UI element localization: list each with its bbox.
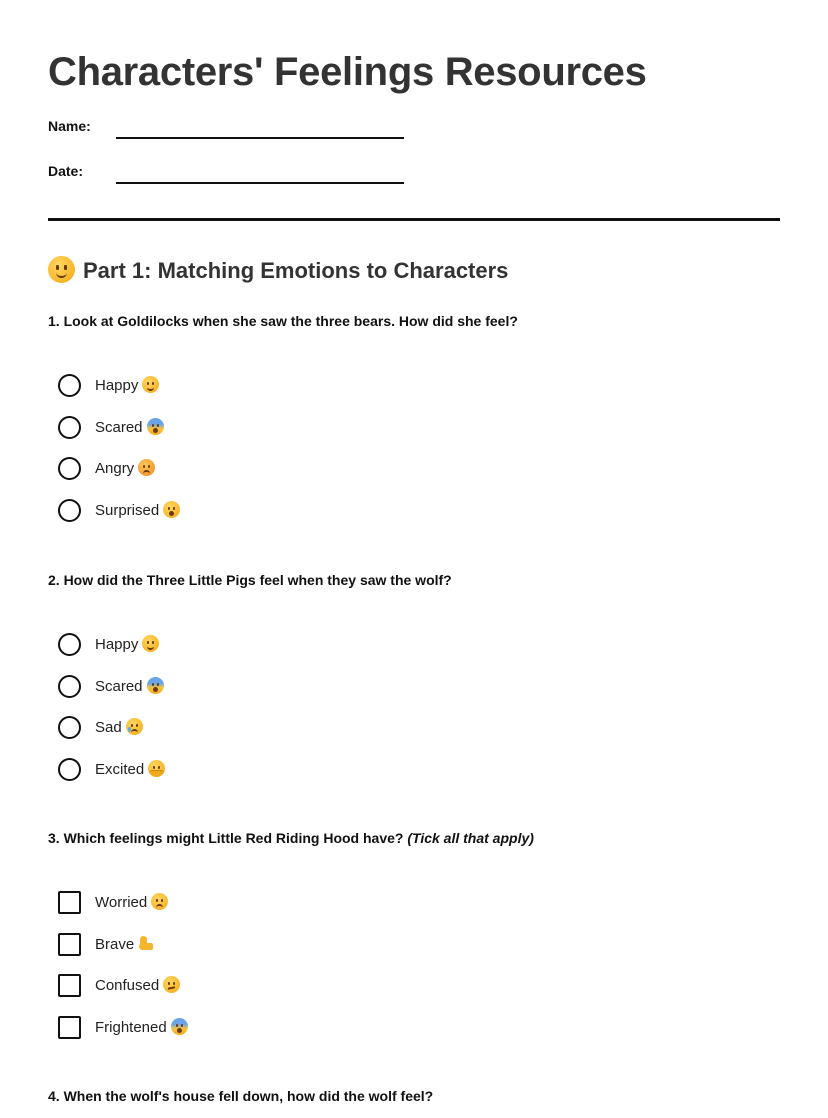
question-3-text: 3. Which feelings might Little Red Riding Hood have? xyxy=(48,830,404,846)
question-2: 2. How did the Three Little Pigs feel when they saw the wolf? xyxy=(48,572,452,588)
page-title: Characters' Feelings Resources xyxy=(48,50,647,94)
checkbox[interactable] xyxy=(58,974,81,997)
radio-button[interactable] xyxy=(58,633,81,656)
option-label: Sad xyxy=(95,719,122,736)
date-line[interactable] xyxy=(116,182,404,184)
option-label: Confused xyxy=(95,977,160,994)
radio-button[interactable] xyxy=(58,758,81,781)
name-field[interactable] xyxy=(48,118,408,142)
smiling-face-icon xyxy=(48,256,75,283)
option-label: Surprised xyxy=(95,502,160,519)
smiling-face-icon xyxy=(142,635,159,652)
checkbox[interactable] xyxy=(58,1016,81,1039)
radio-button[interactable] xyxy=(58,499,81,522)
checkbox[interactable] xyxy=(58,933,81,956)
fearful-face-icon xyxy=(171,1018,188,1035)
confused-face-icon xyxy=(163,976,180,993)
radio-button[interactable] xyxy=(58,416,81,439)
fearful-face-icon xyxy=(147,677,164,694)
worried-face-icon xyxy=(151,893,168,910)
fearful-face-icon xyxy=(147,418,164,435)
section-title-text: Part 1: Matching Emotions to Characters xyxy=(83,258,509,283)
radio-button[interactable] xyxy=(58,374,81,397)
option-label: Excited xyxy=(95,761,145,778)
question-1: 1. Look at Goldilocks when she saw the three bears. How did she feel? xyxy=(48,313,518,329)
option-label: Scared xyxy=(95,678,143,695)
flexed-biceps-icon xyxy=(138,935,155,952)
hushed-face-icon xyxy=(163,501,180,518)
question-3 xyxy=(48,828,534,848)
date-label: Date: xyxy=(48,163,84,179)
option-label: Happy xyxy=(95,377,139,394)
option-label: Brave xyxy=(95,936,135,953)
radio-button[interactable] xyxy=(58,675,81,698)
option-label: Happy xyxy=(95,636,139,653)
angry-face-icon xyxy=(138,459,155,476)
section-title xyxy=(48,256,508,286)
option-label: Angry xyxy=(95,460,135,477)
option-label: Worried xyxy=(95,894,148,911)
question-4: 4. When the wolf's house fell down, how did the wolf feel? xyxy=(48,1088,434,1104)
option-label: Scared xyxy=(95,419,143,436)
question-3-note: (Tick all that apply) xyxy=(407,830,534,846)
crying-face-icon xyxy=(126,718,143,735)
option-label: Frightened xyxy=(95,1019,167,1036)
divider xyxy=(48,218,780,221)
checkbox[interactable] xyxy=(58,891,81,914)
name-line[interactable] xyxy=(116,137,404,139)
hugging-face-icon xyxy=(148,760,165,777)
date-field[interactable] xyxy=(48,163,408,187)
smiling-face-icon xyxy=(142,376,159,393)
name-label: Name: xyxy=(48,118,91,134)
radio-button[interactable] xyxy=(58,716,81,739)
radio-button[interactable] xyxy=(58,457,81,480)
